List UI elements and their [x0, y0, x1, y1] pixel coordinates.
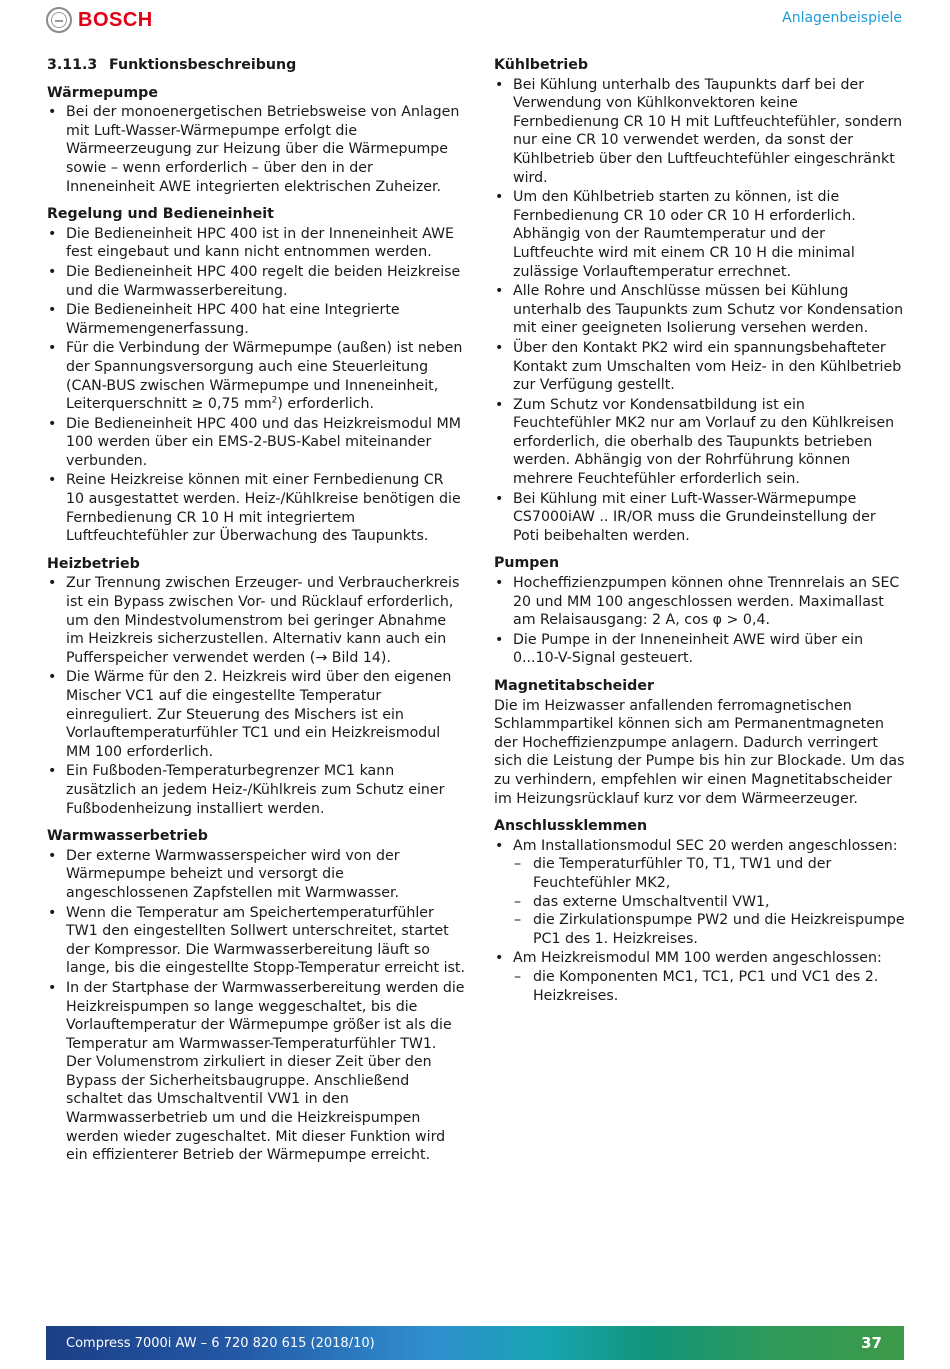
list-regelung: [47, 225, 465, 546]
list-item: • Ein Fußboden-Temperaturbegrenzer MC1 kann zusätzlich an jedem Heiz-/Kühlkreis zum Schutz einer Fußbodenheizung installiert werden.: [47, 762, 465, 818]
list-item: • Hocheffizienzpumpen können ohne Trennrelais an SEC 20 und MM 100 angeschlossen werden. Maximallast am Relaisausgang: 2 A, cos φ > 0,4.: [494, 574, 906, 630]
superscript: 2: [271, 395, 278, 406]
list-item: • Bei Kühlung mit einer Luft-Wasser-Wärmepumpe CS7000iAW .. IR/OR muss die Grundeinstellung der Poti beibehalten werden.: [494, 490, 906, 546]
left-column: [47, 56, 465, 1166]
section-title-text: Funktionsbeschreibung: [109, 57, 297, 73]
list-item: [494, 949, 906, 1005]
footer-document: Compress 7000i AW – 6 720 820 615 (2018/10): [66, 1335, 375, 1351]
heading-regelung: Regelung und Bedieneinheit: [47, 206, 274, 223]
heading-waermepumpe: Wärmepumpe: [47, 84, 158, 101]
list-anschluss: [494, 837, 906, 1005]
sublist-item: – die Temperaturfühler T0, T1, TW1 und der Feuchtefühler MK2,: [513, 855, 906, 892]
heading-kuehlbetrieb: Kühlbetrieb: [494, 57, 589, 73]
heading-heizbetrieb: Heizbetrieb: [47, 555, 140, 572]
sublist: [513, 855, 906, 948]
list-item: • Die Wärme für den 2. Heizkreis wird über den eigenen Mischer VC1 auf die eingestellte Temperatur einreguliert. Zur Steuerung des Mischers ist ein Vorlauftemperaturfühler TC1 und ein Heizkreismodul MM 100 erforderlich.: [47, 668, 465, 761]
list-item: • Um den Kühlbetrieb starten zu können, ist die Fernbedienung CR 10 oder CR 10 H erforderlich. Abhängig von der Raumtemperatur und der Luftfeuchte wird mit einem CR 10 H die minimal zulässige Vorlauftemperatur errechnet.: [494, 188, 906, 281]
list-item: • Wenn die Temperatur am Speichertemperaturfühler TW1 den eingestellten Sollwert unterschreitet, startet der Kompressor. Die Warmwasserbereitung läuft so lange, bis die eingestellte Stopp-Temperatur erreicht ist.: [47, 904, 465, 978]
page-number: 37: [861, 1334, 882, 1352]
brand-name: BOSCH: [78, 8, 153, 31]
bosch-armature-icon: [46, 7, 72, 33]
section-header: Anlagenbeispiele: [782, 10, 902, 26]
list-item: • Reine Heizkreise können mit einer Fernbedienung CR 10 ausgestattet werden. Heiz-/Kühlkreise benötigen die Fernbedienung CR 10 H mit integriertem Luftfeuchtefühler zur Überwachung des Taupunkts.: [47, 471, 465, 545]
heading-pumpen: Pumpen: [494, 555, 560, 572]
section-number: 3.11.3: [47, 57, 98, 73]
sublist-item: – das externe Umschaltventil VW1,: [513, 893, 906, 912]
list-item-text: Am Heizkreismodul MM 100 werden angeschlossen:: [513, 950, 882, 967]
list-item: • Über den Kontakt PK2 wird ein spannungsbehafteter Kontakt zum Umschalten vom Heiz- in den Kühlbetrieb zur Verfügung gestellt.: [494, 339, 906, 395]
list-waermepumpe: [47, 103, 465, 196]
list-item: • In der Startphase der Warmwasserbereitung werden die Heizkreispumpen so lange weggeschaltet, bis die Vorlauftemperatur der Wärmepumpe größer ist als die Temperatur am Warmwasser-Temperaturfühler TW1. Der Volumenstrom zirkuliert in dieser Zeit über den Bypass der Sicherheitsbaugruppe. Anschließend schaltet das Umschaltventil VW1 in den Warmwasserbetrieb um und die Heizkreispumpen werden wieder zugeschaltet. Mit dieser Funktion wird ein effizienterer Betrieb der Wärmepumpe erreicht.: [47, 979, 465, 1165]
list-pumpen: [494, 574, 906, 668]
list-item: • Zur Trennung zwischen Erzeuger- und Verbraucherkreis ist ein Bypass zwischen Vor- und Rücklauf erforderlich, um den Mindestvolumenstrom bei geringer Abnahme im Heizkreis sicherzustellen. Alternativ kann auch ein Pufferspeicher verwendet werden (→ Bild 14).: [47, 574, 465, 667]
list-item: • Die Bedieneinheit HPC 400 regelt die beiden Heizkreise und die Warmwasserbereitung.: [47, 263, 465, 300]
list-item: • Der externe Warmwasserspeicher wird von der Wärmepumpe beheizt und versorgt die angeschlossenen Zapfstellen mit Warmwasser.: [47, 847, 465, 903]
list-item: [47, 339, 465, 413]
list-item: • Zum Schutz vor Kondensatbildung ist ein Feuchtefühler MK2 nur am Vorlauf zu den Kühlkreisen erforderlich, die oberhalb des Taupunkts betrieben werden. Abhängig von der Rohrführung können mehrere Feuchtefühler erforderlich sein.: [494, 396, 906, 489]
sublist: [513, 968, 906, 1005]
list-item-text: Am Installationsmodul SEC 20 werden angeschlossen:: [513, 837, 898, 854]
list-item-text: Für die Verbindung der Wärmepumpe (außen) ist neben der Spannungsversorgung auch eine Steuerleitung (CAN-BUS zwischen Wärmepumpe und Inneneinheit, Leiterquerschnitt ≥ 0,75 mm: [66, 340, 463, 413]
list-item: • Alle Rohre und Anschlüsse müssen bei Kühlung unterhalb des Taupunkts zum Schutz vor Kondensation mit einer geeigneten Isolierung versehen werden.: [494, 282, 906, 338]
list-item: • Die Pumpe in der Inneneinheit AWE wird über ein 0...10-V-Signal gesteuert.: [494, 631, 906, 668]
right-column: [494, 56, 906, 1006]
heading-magnetit: Magnetitabscheider: [494, 678, 654, 694]
list-item: • Die Bedieneinheit HPC 400 und das Heizkreismodul MM 100 werden über ein EMS-2-BUS-Kabel miteinander verbunden.: [47, 415, 465, 471]
paragraph-magnetit: Die im Heizwasser anfallenden ferromagnetischen Schlammpartikel können sich am Permanentmagneten der Hocheffizienzpumpe anlagern. Dadurch verringert sich die Leistung der Pumpe bis hin zur Blockade. Um das zu verhindern, empfehlen wir einen Magnetitabscheider im Heizungsrücklauf kurz vor dem Wärmeerzeuger.: [494, 697, 905, 807]
list-item: • Bei der monoenergetischen Betriebsweise von Anlagen mit Luft-Wasser-Wärmepumpe erfolgt die Wärmeerzeugung zur Heizung über die Wärmepumpe sowie – wenn erforderlich – über den in der Inneneinheit AWE integrierten elektrischen Zuheizer.: [47, 103, 465, 196]
footer-bar: [46, 1326, 904, 1360]
heading-anschluss: Anschlussklemmen: [494, 818, 648, 835]
sublist-item: – die Komponenten MC1, TC1, PC1 und VC1 des 2. Heizkreises.: [513, 968, 906, 1005]
sublist-item: – die Zirkulationspumpe PW2 und die Heizkreispumpe PC1 des 1. Heizkreises.: [513, 911, 906, 948]
list-item: [494, 837, 906, 949]
bosch-logo: [46, 6, 153, 34]
list-warmwasser: [47, 847, 465, 1165]
section-title: [47, 56, 465, 75]
list-item-text-tail: ) erforderlich.: [277, 396, 375, 413]
list-kuehlbetrieb: [494, 76, 906, 546]
list-item: • Die Bedieneinheit HPC 400 hat eine Integrierte Wärmemengenerfassung.: [47, 301, 465, 338]
heading-warmwasser: Warmwasserbetrieb: [47, 828, 208, 845]
list-item: • Bei Kühlung unterhalb des Taupunkts darf bei der Verwendung von Kühlkonvektoren keine Fernbedienung CR 10 H mit Luftfeuchtefühler, sondern nur eine CR 10 verwendet werden, da sonst der Kühlbetrieb über den Luftfeuchtefühler eingeschränkt wird.: [494, 76, 906, 188]
list-item: • Die Bedieneinheit HPC 400 ist in der Inneneinheit AWE fest eingebaut und kann nicht entnommen werden.: [47, 225, 465, 262]
list-heizbetrieb: [47, 574, 465, 818]
